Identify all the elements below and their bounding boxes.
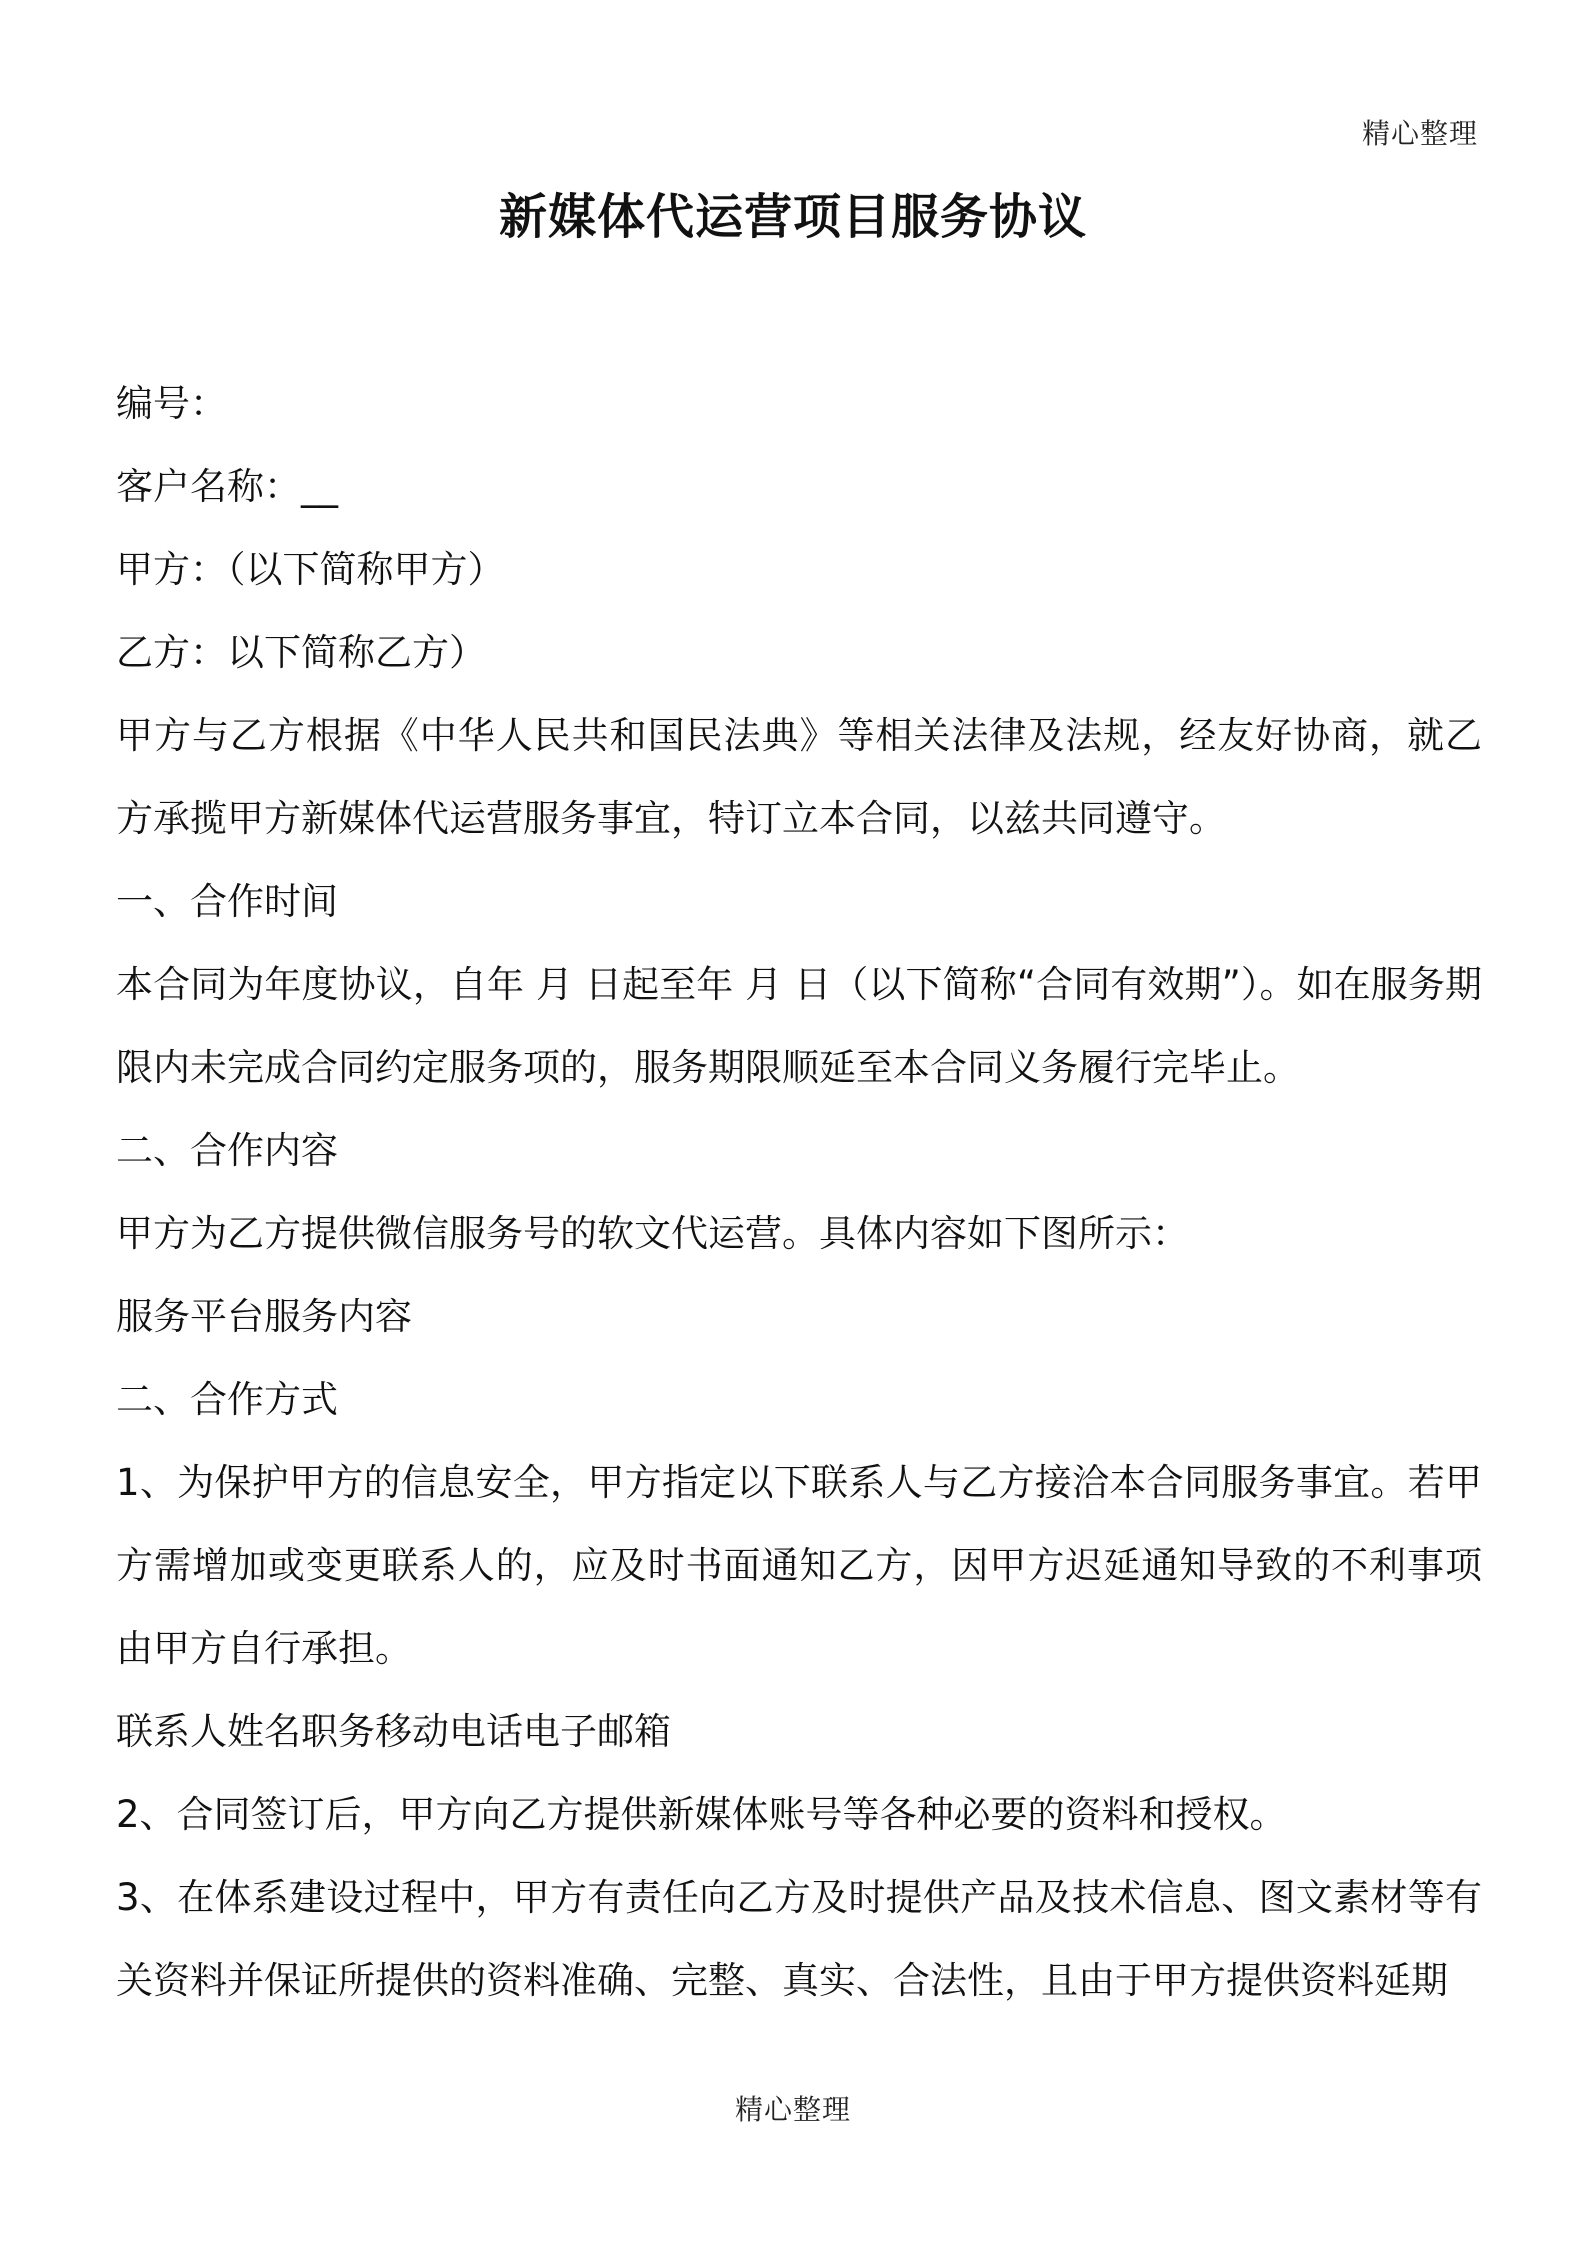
clause-1-paragraph: 1、为保护甲方的信息安全，甲方指定以下联系人与乙方接洽本合同服务事宜。若甲方需增加或变更联系人的，应及时书面通知乙方，因甲方迟延通知导致的不利事项由甲方自行承担。 xyxy=(116,1461,1482,1670)
footer-watermark-text: 精心整理 xyxy=(734,2093,851,2126)
section-heading-cooperation-time: 一、合作时间 xyxy=(116,880,338,923)
document-title: 新媒体代运营项目服务协议 xyxy=(498,189,1087,245)
clause-2-paragraph: 2、合同签订后，甲方向乙方提供新媒体账号等各种必要的资料和授权。 xyxy=(116,1793,1287,1836)
service-table-header-line: 服务平台服务内容 xyxy=(116,1295,412,1338)
cooperation-content-paragraph: 甲方为乙方提供微信服务号的软文代运营。具体内容如下图所示： xyxy=(116,1212,1189,1255)
section-heading-cooperation-content: 二、合作内容 xyxy=(116,1129,338,1172)
preamble-paragraph: 甲方与乙方根据《中华人民共和国民法典》等相关法律及法规，经友好协商，就乙方承揽甲方新媒体代运营服务事宜，特订立本合同，以兹共同遵守。 xyxy=(116,714,1482,840)
contact-table-header-line: 联系人姓名职务移动电话电子邮箱 xyxy=(116,1710,671,1753)
section-heading-cooperation-method: 二、合作方式 xyxy=(116,1378,338,1421)
contract-number-line: 编号： xyxy=(116,382,227,425)
client-name-line: 客户名称：__ xyxy=(116,465,338,508)
header-watermark-text: 精心整理 xyxy=(1361,117,1478,150)
document-body xyxy=(116,362,1482,2022)
party-a-line: 甲方：（以下简称甲方） xyxy=(116,548,505,591)
party-b-line: 乙方：以下简称乙方） xyxy=(116,631,486,674)
cooperation-time-paragraph: 本合同为年度协议，自年 月 日起至年 月 日（以下简称“合同有效期”）。如在服务期限内未完成合同约定服务项的，服务期限顺延至本合同义务履行完毕止。 xyxy=(116,963,1482,1089)
clause-3-paragraph: 3、在体系建设过程中，甲方有责任向乙方及时提供产品及技术信息、图文素材等有关资料并保证所提供的资料准确、完整、真实、合法性，且由于甲方提供资料延期 xyxy=(116,1876,1482,2002)
